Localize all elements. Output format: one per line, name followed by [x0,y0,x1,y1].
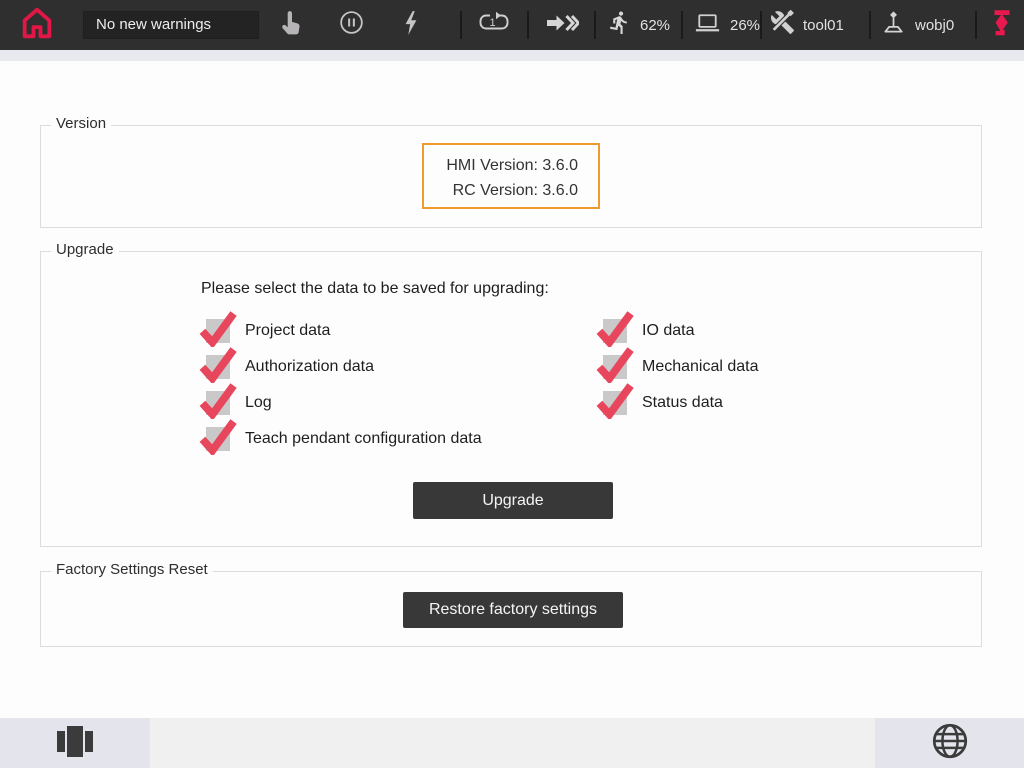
hand-touch-icon [279,9,305,42]
topbar-divider [460,11,462,39]
tool-selector[interactable] [770,0,844,50]
checkbox-label: Log [245,394,272,411]
loop-once-icon [478,10,510,41]
topbar-shadow-strip [0,50,1024,61]
panel-switcher-button[interactable] [54,722,96,764]
joystick-icon [880,9,907,41]
brightness-indicator[interactable] [693,0,760,50]
svg-text:1: 1 [489,16,496,29]
tool-name: tool01 [803,16,844,34]
upgrade-button[interactable]: Upgrade [413,482,613,519]
topbar-divider [869,11,871,39]
language-button[interactable] [929,722,971,764]
checkbox-row [603,349,759,385]
checkbox-row [206,385,272,421]
checkbox-label: Status data [642,394,723,411]
carousel-icon [54,721,96,766]
checkbox-row [603,313,694,349]
bottom-left-segment [0,718,150,768]
workobject-selector[interactable] [880,0,954,50]
topbar-divider [594,11,596,39]
step-forward-icon [545,12,579,39]
lightning-icon [402,10,420,41]
robot-logo-icon [990,7,1014,44]
checkbox-row [206,421,482,457]
power-button[interactable] [402,0,420,50]
checkbox-label: Authorization data [245,358,374,375]
bottom-right-segment [875,718,1024,768]
upgrade-prompt: Please select the data to be saved for upgrading: [201,280,549,297]
globe-icon [929,720,971,767]
checkbox-row [603,385,723,421]
screen-brightness-icon [693,11,722,40]
factory-reset-section [40,561,982,647]
topbar-divider [681,11,683,39]
pause-button[interactable] [338,0,365,50]
mechanical-data-checkbox[interactable] [603,355,627,379]
restore-factory-settings-button[interactable]: Restore factory settings [403,592,623,628]
authorization-data-checkbox[interactable] [206,355,230,379]
checkbox-label: Project data [245,322,331,339]
home-button[interactable] [18,0,56,50]
status-data-checkbox[interactable] [603,391,627,415]
step-mode-button[interactable] [545,0,579,50]
project-data-checkbox[interactable] [206,319,230,343]
log-checkbox[interactable] [206,391,230,415]
workobject-name: wobj0 [915,16,955,34]
run-once-button[interactable] [478,0,510,50]
hmi-version-text: HMI Version: 3.6.0 [446,157,578,174]
brand-logo [990,0,1014,50]
warning-status-box[interactable]: No new warnings [83,11,259,39]
manual-mode-button[interactable] [279,0,305,50]
topbar-divider [527,11,529,39]
bottom-nav-bar [0,718,1024,768]
factory-reset-legend: Factory Settings Reset [51,561,213,578]
checkbox-label: Teach pendant configuration data [245,430,482,447]
topbar-divider [975,11,977,39]
brightness-value: 26% [730,16,761,34]
upgrade-section [40,241,982,547]
upgrade-section-legend: Upgrade [51,241,119,258]
speed-indicator[interactable] [607,0,670,50]
topbar-divider [760,11,762,39]
version-section [40,115,982,228]
home-icon [18,4,56,47]
rc-version-text: RC Version: 3.6.0 [452,182,578,199]
checkbox-row [206,349,374,385]
io-data-checkbox[interactable] [603,319,627,343]
version-info-box [422,143,600,209]
top-status-bar [0,0,1024,50]
teach-pendant-config-checkbox[interactable] [206,427,230,451]
tools-icon [770,10,795,40]
checkbox-row [206,313,330,349]
pause-icon [338,9,365,41]
speed-value: 62% [640,16,671,34]
checkbox-label: IO data [642,322,695,339]
checkbox-label: Mechanical data [642,358,759,375]
run-speed-icon [607,10,632,40]
version-section-legend: Version [51,115,111,132]
